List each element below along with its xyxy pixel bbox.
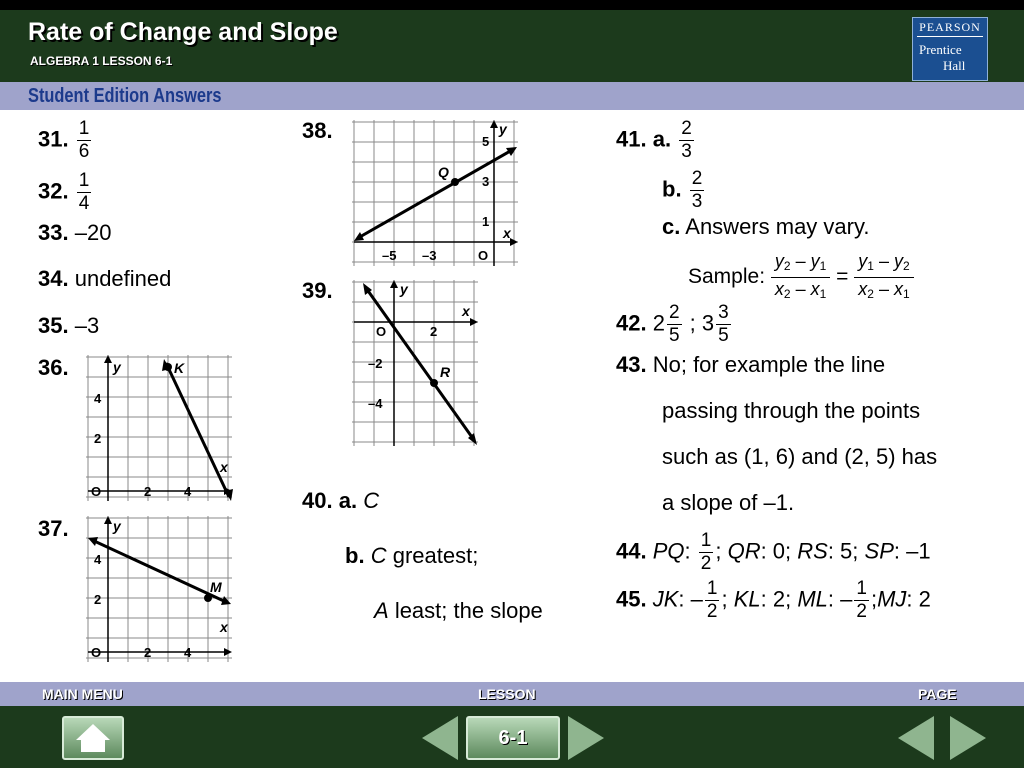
punct: : 5;	[827, 538, 865, 564]
answer-number: 32.	[38, 178, 69, 204]
denominator	[854, 278, 913, 305]
denominator: 4	[78, 193, 90, 214]
answer-42	[616, 302, 733, 347]
part-label: a.	[338, 488, 358, 513]
segment: JK	[652, 586, 679, 612]
answer-text: least; the slope	[394, 598, 543, 623]
sub: 1	[867, 259, 874, 273]
footer-bar	[0, 706, 1024, 768]
answer-text: No; for example the line	[652, 352, 886, 377]
graph-37	[86, 516, 232, 662]
var: x	[858, 279, 868, 299]
y-axis-label: y	[113, 518, 121, 534]
answer-number: 31.	[38, 126, 69, 152]
main-menu-label: MAIN MENU	[42, 686, 123, 702]
variable: C	[370, 543, 387, 568]
fraction	[690, 168, 705, 213]
denominator: 2	[700, 553, 712, 574]
segment: QR	[727, 538, 761, 564]
answer-38-number: 38.	[302, 118, 333, 143]
answer-41-a	[616, 118, 696, 163]
denominator: 2	[856, 601, 867, 622]
tick-label: 2	[94, 592, 102, 607]
denominator: 3	[681, 141, 692, 162]
answer-number: 45.	[616, 586, 647, 612]
answer-value: –20	[74, 220, 112, 245]
punct: :	[827, 586, 841, 612]
var: x	[894, 279, 903, 299]
sub: 2	[903, 259, 910, 273]
tick-label: 5	[482, 134, 490, 149]
y-axis-label: y	[113, 359, 121, 375]
fraction	[679, 118, 694, 163]
point-k	[164, 363, 172, 371]
tick-label: 2	[144, 645, 152, 660]
variable: A	[374, 598, 389, 623]
answer-41-sample	[688, 250, 914, 305]
answer-41-c	[662, 214, 869, 240]
part-label: c.	[662, 214, 681, 239]
punct: : 0;	[760, 538, 798, 564]
point-label-k: K	[174, 360, 185, 376]
graph-38	[352, 120, 518, 266]
var: y	[894, 251, 903, 271]
x-axis-label: x	[503, 225, 511, 241]
y-axis-arrow	[104, 516, 112, 524]
tick-label: 4	[94, 552, 102, 567]
numerator: 1	[856, 578, 867, 599]
fraction	[77, 118, 92, 163]
logo-text-prentice: Prentice	[919, 42, 962, 57]
answer-value: undefined	[74, 266, 172, 291]
punct: :	[678, 586, 691, 612]
answer-text: Answers may vary.	[685, 214, 870, 239]
next-lesson-button[interactable]	[568, 716, 604, 760]
numerator: 2	[691, 168, 703, 189]
denominator	[771, 278, 830, 305]
y-axis-label: y	[400, 281, 408, 297]
numerator: 1	[78, 170, 90, 191]
var: y	[858, 251, 868, 271]
answer-34	[38, 266, 171, 292]
equals: =	[836, 265, 849, 289]
answer-number: 43.	[616, 352, 647, 377]
fraction	[854, 578, 869, 623]
part-label: b.	[662, 176, 682, 202]
tick-label: –4	[368, 396, 383, 411]
logo-text-pearson: PEARSON	[919, 20, 981, 34]
answer-number: 41.	[616, 126, 647, 152]
slope-formula-2	[854, 250, 913, 305]
lesson-number: 6-1	[498, 727, 528, 749]
segment: RS	[797, 538, 828, 564]
fraction	[667, 302, 682, 347]
answer-39-number: 39.	[302, 278, 333, 303]
y-axis-arrow	[104, 355, 112, 363]
answer-number: 40.	[302, 488, 333, 513]
punct: : 2	[906, 586, 931, 612]
page-label: PAGE	[918, 686, 957, 702]
tick-label: 4	[94, 391, 102, 406]
prev-page-button[interactable]	[898, 716, 934, 760]
answer-40-b-cont	[374, 598, 543, 624]
top-border	[0, 0, 1024, 10]
op: –	[795, 279, 806, 299]
line-arrow	[225, 489, 233, 501]
answer-33	[38, 220, 111, 246]
numerator: 1	[700, 530, 712, 551]
fraction	[705, 578, 720, 623]
op: –	[878, 279, 889, 299]
segment: PQ	[652, 538, 685, 564]
graph-36	[86, 355, 232, 501]
section-strip	[0, 82, 1024, 110]
part-label: a.	[652, 126, 672, 152]
sample-label: Sample:	[688, 265, 766, 289]
answer-number: 42.	[616, 310, 647, 336]
punct: : –1	[893, 538, 931, 564]
whole: 3	[701, 310, 715, 336]
var: y	[774, 251, 784, 271]
denominator: 6	[78, 141, 90, 162]
lesson-label: LESSON	[478, 686, 536, 702]
sub: 2	[783, 287, 791, 301]
graph-line	[92, 540, 226, 602]
tick-label: 4	[184, 484, 192, 499]
sub: 1	[819, 259, 827, 273]
origin-label: O	[91, 484, 102, 499]
answer-43-line: passing through the points	[662, 398, 921, 423]
numerator: 2	[668, 302, 680, 323]
graph-39	[352, 280, 478, 446]
numerator: 1	[78, 118, 90, 139]
answer-number: 44.	[616, 538, 647, 564]
logo-divider	[917, 36, 983, 37]
sign: –	[690, 586, 703, 612]
answer-41-b	[662, 168, 706, 213]
op: –	[795, 251, 806, 271]
point-label-q: Q	[438, 164, 449, 180]
segment: MJ	[877, 586, 907, 612]
answer-40	[302, 488, 379, 514]
punct: :	[684, 538, 691, 564]
var: y	[810, 251, 820, 271]
answer-35	[38, 313, 99, 339]
tick-label: 2	[430, 324, 438, 339]
header-bar	[0, 10, 1024, 82]
tick-label: –3	[422, 248, 437, 263]
lesson-button[interactable]	[466, 716, 560, 760]
point-q	[451, 178, 459, 186]
y-axis-label: y	[499, 121, 507, 137]
x-axis-label: x	[220, 459, 228, 475]
op: –	[878, 251, 889, 271]
numerator	[854, 250, 913, 278]
punct: ;	[715, 538, 728, 564]
next-page-button[interactable]	[950, 716, 986, 760]
var: x	[810, 279, 820, 299]
sub: 2	[783, 259, 791, 273]
fraction	[77, 170, 92, 215]
slope-formula-1	[771, 250, 830, 305]
segment: ML	[797, 586, 828, 612]
answer-31	[38, 118, 93, 163]
sub: 1	[903, 287, 910, 301]
fraction	[716, 302, 731, 347]
point-r	[430, 379, 438, 387]
answer-value: –3	[74, 313, 100, 338]
answer-43	[616, 352, 885, 378]
denominator: 5	[668, 325, 680, 346]
whole: 2	[652, 310, 665, 336]
tick-label: 2	[144, 484, 152, 499]
numerator	[771, 250, 830, 278]
line-arrow	[88, 537, 98, 546]
pearson-logo	[912, 17, 988, 81]
denominator: 3	[691, 191, 703, 212]
numerator: 3	[718, 302, 729, 323]
answer-36-number: 36.	[38, 355, 69, 380]
point-label-m: M	[210, 579, 222, 595]
tick-label: –2	[368, 356, 383, 371]
tick-label: 4	[184, 645, 192, 660]
sub: 1	[819, 287, 827, 301]
answer-44	[616, 530, 931, 575]
logo-text-hall: Hall	[943, 58, 966, 73]
prev-lesson-button[interactable]	[422, 716, 458, 760]
segment: KL	[733, 586, 761, 612]
tick-label: 1	[482, 214, 490, 229]
section-title: Student Edition Answers	[28, 85, 222, 107]
answer-number: 34.	[38, 266, 69, 291]
line-arrow	[221, 596, 231, 605]
answer-32	[38, 170, 93, 215]
tick-label: 2	[94, 431, 102, 446]
tick-label: –5	[382, 248, 397, 263]
segment: SP	[864, 538, 894, 564]
answer-value: C	[363, 488, 380, 513]
nav-label-bar	[0, 682, 1024, 706]
answer-37-number: 37.	[38, 516, 69, 541]
separator: ;	[689, 310, 696, 336]
sign: –	[840, 586, 853, 612]
answer-number: 35.	[38, 313, 69, 338]
sub: 2	[867, 287, 874, 301]
y-axis-arrow	[390, 280, 398, 288]
home-icon	[64, 718, 122, 758]
punct: ;	[870, 586, 878, 612]
answer-text: greatest;	[392, 543, 479, 568]
origin-label: O	[478, 248, 489, 263]
point-m	[204, 594, 212, 602]
lesson-subtitle: ALGEBRA 1 LESSON 6-1	[30, 54, 173, 68]
main-menu-button[interactable]	[62, 716, 124, 760]
punct: : 2;	[760, 586, 798, 612]
answer-43-line: such as (1, 6) and (2, 5) has	[662, 444, 938, 469]
x-axis-label: x	[220, 619, 228, 635]
origin-label: O	[376, 324, 387, 339]
tick-label: 3	[482, 174, 490, 189]
denominator: 2	[706, 601, 718, 622]
point-label-r: R	[440, 364, 451, 380]
origin-label: O	[91, 645, 102, 660]
answer-number: 33.	[38, 220, 69, 245]
fraction	[699, 530, 714, 575]
numerator: 2	[681, 118, 692, 139]
x-axis-label: x	[462, 303, 470, 319]
answer-40-b	[345, 543, 478, 569]
answer-45	[616, 578, 931, 623]
y-axis-arrow	[490, 120, 498, 128]
part-label: b.	[345, 543, 365, 568]
denominator: 5	[718, 325, 729, 346]
page-title: Rate of Change and Slope	[28, 18, 338, 46]
answer-43-line: a slope of –1.	[662, 490, 795, 515]
numerator: 1	[706, 578, 718, 599]
var: x	[774, 279, 784, 299]
punct: ;	[721, 586, 734, 612]
